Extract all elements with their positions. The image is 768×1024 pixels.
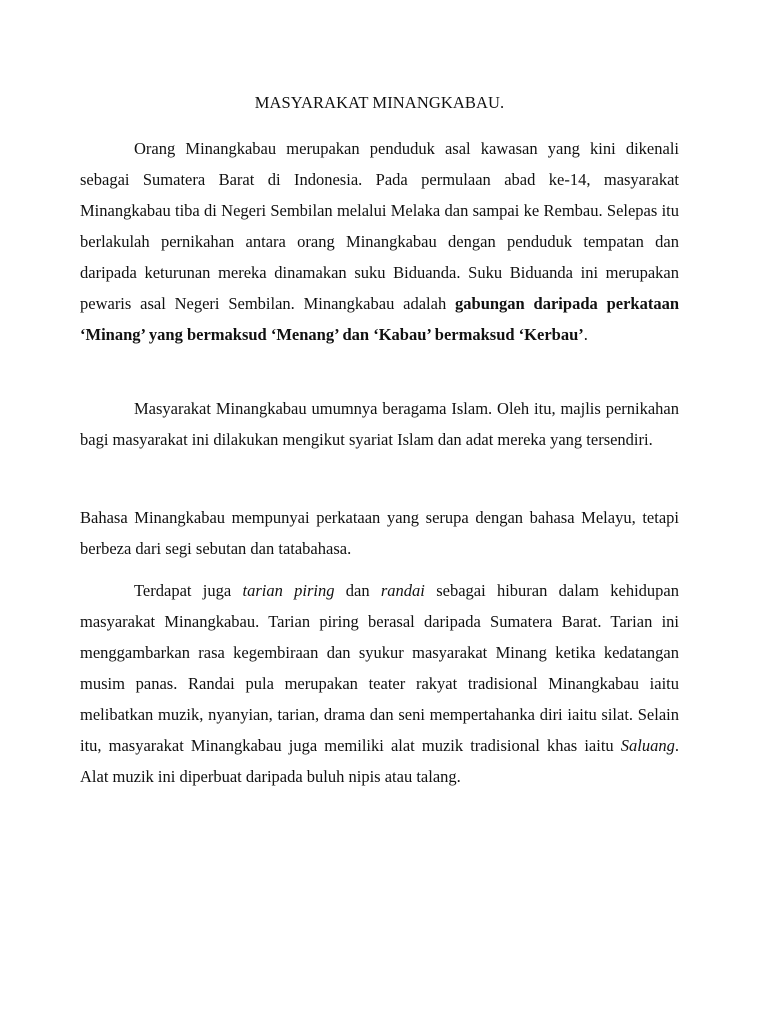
- paragraph-culture: [80, 575, 679, 792]
- paragraph-religion: Masyarakat Minangkabau umumnya beragama Islam. Oleh itu, majlis pernikahan bagi masyarakat ini dilakukan mengikut syariat Islam dan adat mereka yang tersendiri.: [80, 399, 679, 449]
- paragraph-culture-part4: . Alat muzik ini diperbuat daripada buluh nipis atau talang.: [80, 736, 679, 786]
- paragraph-origin: [80, 133, 679, 350]
- paragraph-culture-part1: Terdapat juga: [134, 581, 243, 600]
- term-tarian-piring: tarian piring: [242, 581, 335, 600]
- term-saluang: Saluang: [620, 736, 675, 755]
- document-title: MASYARAKAT MINANGKABAU.: [254, 93, 505, 112]
- term-randai: randai: [380, 581, 425, 600]
- paragraph-culture-part3: sebagai hiburan dalam kehidupan masyarakat Minangkabau. Tarian piring berasal daripada Sumatera Barat. Tarian ini menggambarkan rasa kegembiraan dan syukur masyarakat Minang ketika kedatangan musim panas. Randai pula merupakan teater rakyat tradisional Minangkabau iaitu melibatkan muzik, nyanyian, tarian, drama dan seni mempertahanka diri iaitu silat. Selain itu, masyarakat Minangkabau juga memiliki alat muzik tradisional khas iaitu: [80, 581, 680, 755]
- paragraph-origin-end: .: [583, 325, 588, 344]
- paragraph-culture-part2: dan: [334, 581, 381, 600]
- paragraph-origin-text: Orang Minangkabau merupakan penduduk asal kawasan yang kini dikenali sebagai Sumatera Barat di Indonesia. Pada permulaan abad ke-14, masyarakat Minangkabau tiba di Negeri Sembilan melalui Melaka dan sampai ke Rembau. Selepas itu berlakulah pernikahan antara orang Minangkabau dengan penduduk tempatan dan daripada keturunan mereka dinamakan suku Biduanda. Suku Biduanda ini merupakan pewaris asal Negeri Sembilan. Minangkabau adalah: [80, 139, 679, 313]
- paragraph-language: Bahasa Minangkabau mempunyai perkataan yang serupa dengan bahasa Melayu, tetapi berbeza dari segi sebutan dan tatabahasa.: [80, 508, 679, 558]
- paragraph-origin-bold: gabungan daripada perkataan ‘Minang’ yang bermaksud ‘Menang’ dan ‘Kabau’ bermaksud ‘Kerbau’: [80, 294, 679, 344]
